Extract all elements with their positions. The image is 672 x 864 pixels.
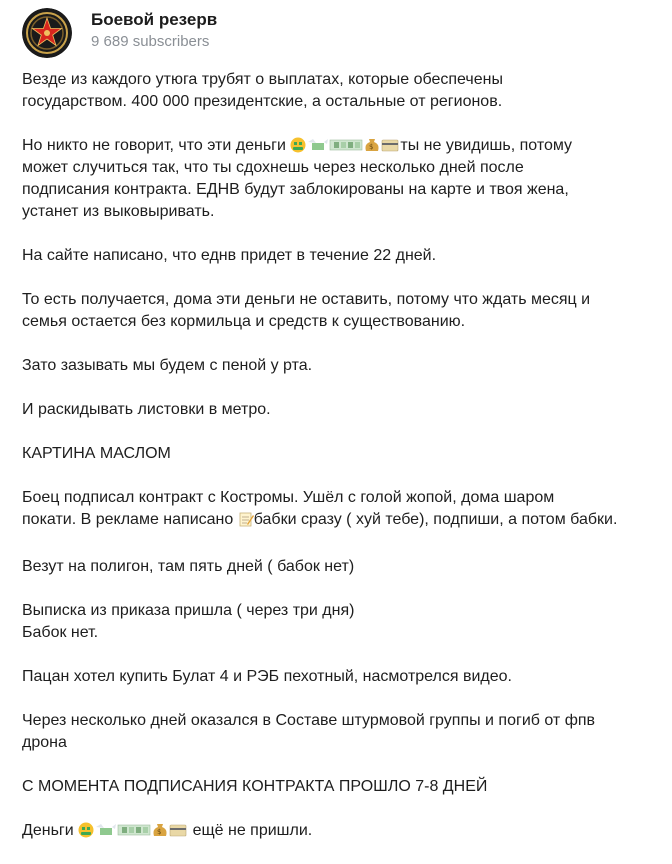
- post-paragraph: [22, 820, 662, 842]
- post-line: Боец подписал контракт с Костромы. Ушёл с голой жопой, дома шаром: [22, 489, 555, 506]
- post-paragraph: [22, 69, 662, 113]
- post-line: То есть получается, дома эти деньги не оставить, потому что ждать месяц и: [22, 291, 591, 308]
- post-paragraph: [22, 135, 662, 223]
- post-line: Везде из каждого утюга трубят о выплатах, которые обеспечены: [22, 71, 503, 88]
- memo-icon: [238, 511, 254, 534]
- money-bag-icon: [366, 139, 379, 151]
- post-line: дрона: [22, 734, 67, 751]
- channel-header: [0, 0, 672, 70]
- post-text: покати. В рекламе написано: [22, 511, 238, 528]
- post-text: Деньги: [22, 822, 79, 839]
- post-body: [22, 69, 662, 864]
- money-mouth-face-icon: [291, 138, 306, 153]
- post-paragraph: Зато зазывать мы будем с пеной у рта.: [22, 357, 313, 374]
- post-paragraph: КАРТИНА МАСЛОМ: [22, 445, 171, 462]
- svg-text:$: $: [369, 143, 374, 151]
- channel-avatar[interactable]: [22, 8, 72, 58]
- post-line: семья остается без кормильца и средств к существованию.: [22, 313, 466, 330]
- post-line: [22, 509, 662, 534]
- post-line: Через несколько дней оказался в Составе штурмовой группы и погиб от фпв: [22, 712, 596, 729]
- post-line: государством. 400 000 президентские, а остальные от регионов.: [22, 93, 503, 110]
- post-line: может случиться так, что ты сдохнешь через несколько дней после: [22, 159, 524, 176]
- post-paragraph: На сайте написано, что еднв придет в течение 22 дней.: [22, 247, 437, 264]
- post-text: ты не увидишь, потому: [400, 137, 573, 154]
- money-emoji-strip: [78, 822, 188, 838]
- post-line: Выписка из приказа пришла ( через три дня): [22, 602, 355, 619]
- banknote-icon: [330, 140, 362, 150]
- banknote-icon: [118, 825, 150, 835]
- post-line: [22, 820, 662, 842]
- post-line: устанет из выковыривать.: [22, 203, 215, 220]
- post-paragraph: [22, 289, 662, 333]
- post-paragraph: [22, 487, 662, 534]
- post-text: ещё не пришли.: [188, 822, 313, 839]
- credit-card-icon: [382, 140, 398, 151]
- post-text: бабки сразу ( хуй тебе), подпиши, а потом бабки.: [253, 511, 618, 528]
- post-paragraph: [22, 600, 662, 644]
- money-with-wings-icon: [96, 824, 116, 835]
- post-paragraph: [22, 710, 662, 754]
- post-line: [22, 135, 662, 157]
- credit-card-icon: [170, 825, 186, 836]
- money-bag-icon: [154, 824, 167, 836]
- channel-name[interactable]: Боевой резерв: [91, 10, 218, 29]
- post-paragraph: С МОМЕНТА ПОДПИСАНИЯ КОНТРАКТА ПРОШЛО 7-8 ДНЕЙ: [22, 778, 488, 795]
- money-mouth-face-icon: [79, 823, 94, 838]
- svg-text:$: $: [157, 828, 162, 836]
- post-text: Но никто не говорит, что эти деньги: [22, 137, 291, 154]
- post-paragraph: Пацан хотел купить Булат 4 и РЭБ пехотный, насмотрелся видео.: [22, 668, 512, 685]
- money-emoji-strip: [290, 137, 400, 153]
- post-line: подписания контракта. ЕДНВ будут заблокированы на карте и твоя жена,: [22, 181, 569, 198]
- money-with-wings-icon: [308, 139, 328, 150]
- post-paragraph: Везут на полигон, там пять дней ( бабок нет): [22, 558, 355, 575]
- post-paragraph: И раскидывать листовки в метро.: [22, 401, 271, 418]
- post-line: Бабок нет.: [22, 624, 99, 641]
- subscriber-count: 9 689 subscribers: [91, 33, 210, 50]
